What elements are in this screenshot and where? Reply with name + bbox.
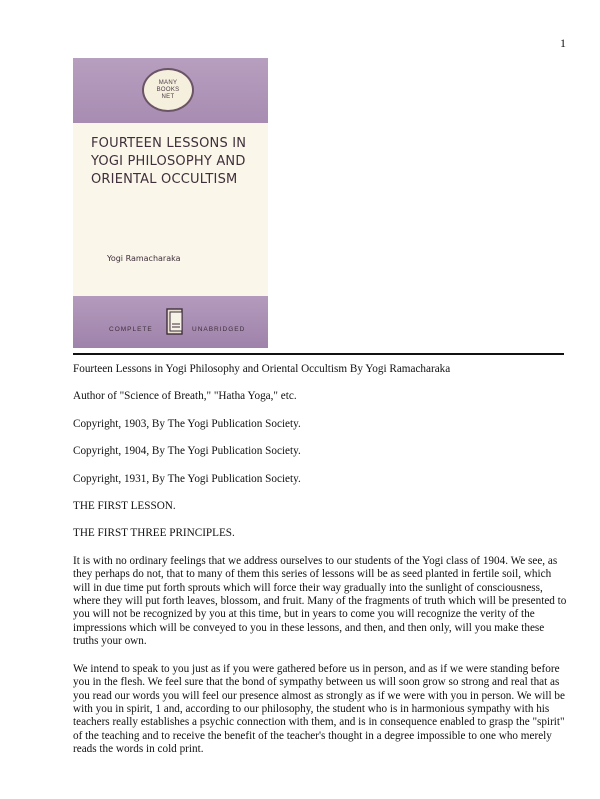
body-paragraph: We intend to speak to you just as if you were gathered before us in person, and as if we were standing before you in the flesh. We feel sure that the bond of sympathy between us will soon grow so strong and real that as you read our words you will feel our presence almost as strongly as if we were with you in person. We will be with you in spirit, 1 and, according to our philosophy, the student who is in harmonious sympathy with his teachers really establishes a psychic connection with them, and is in consequence enabled to grasp the "spirit" of the teaching and to receive the benefit of the teacher's thought in a degree impossible to one who merely reads the words in cold print. [73,662,565,756]
document-title-line: Fourteen Lessons in Yogi Philosophy and Oriental Occultism By Yogi Ramacharaka [73,363,451,375]
book-icon [164,307,186,337]
cover-title-line: FOURTEEN LESSONS IN [91,136,247,151]
cover-title-line: YOGI PHILOSOPHY AND [91,154,246,169]
logo-text: MANY BOOKS NET [156,79,180,100]
cover-unabridged-label: UNABRIDGED [192,326,246,333]
cover-title [91,135,261,189]
author-of-line: Author of "Science of Breath," "Hatha Yoga," etc. [73,390,297,403]
cover-author: Yogi Ramacharaka [107,254,181,263]
body-paragraph: It is with no ordinary feelings that we address ourselves to our students of the Yogi class of 1904. We see, as they perhaps do not, that to many of them this series of lessons will be as seed planted in fertile soil, which will in due time put forth sprouts which will force their way gradually into the sunlight of consciousness, where they will put forth leaves, blossom, and fruit. Many of the fragments of truth which will be presented to you will not be recognized by you at this time, but in years to come you will recognize the verity of the impressions which will be conveyed to you in these lessons, and then, and then only, will you make these truths your own. [73,554,567,648]
copyright-line: Copyright, 1931, By The Yogi Publication Society. [73,472,301,485]
book-cover-image [73,58,268,348]
page-number: 1 [560,36,566,50]
cover-complete-label: COMPLETE [109,326,153,333]
cover-title-line: ORIENTAL OCCULTISM [91,172,238,187]
copyright-line: Copyright, 1904, By The Yogi Publication Society. [73,445,301,458]
section-heading: THE FIRST THREE PRINCIPLES. [73,527,235,540]
lesson-heading: THE FIRST LESSON. [73,500,176,513]
manybooks-logo [142,68,194,112]
copyright-line: Copyright, 1903, By The Yogi Publication Society. [73,417,301,430]
document-body [73,363,568,771]
horizontal-rule [73,353,564,355]
